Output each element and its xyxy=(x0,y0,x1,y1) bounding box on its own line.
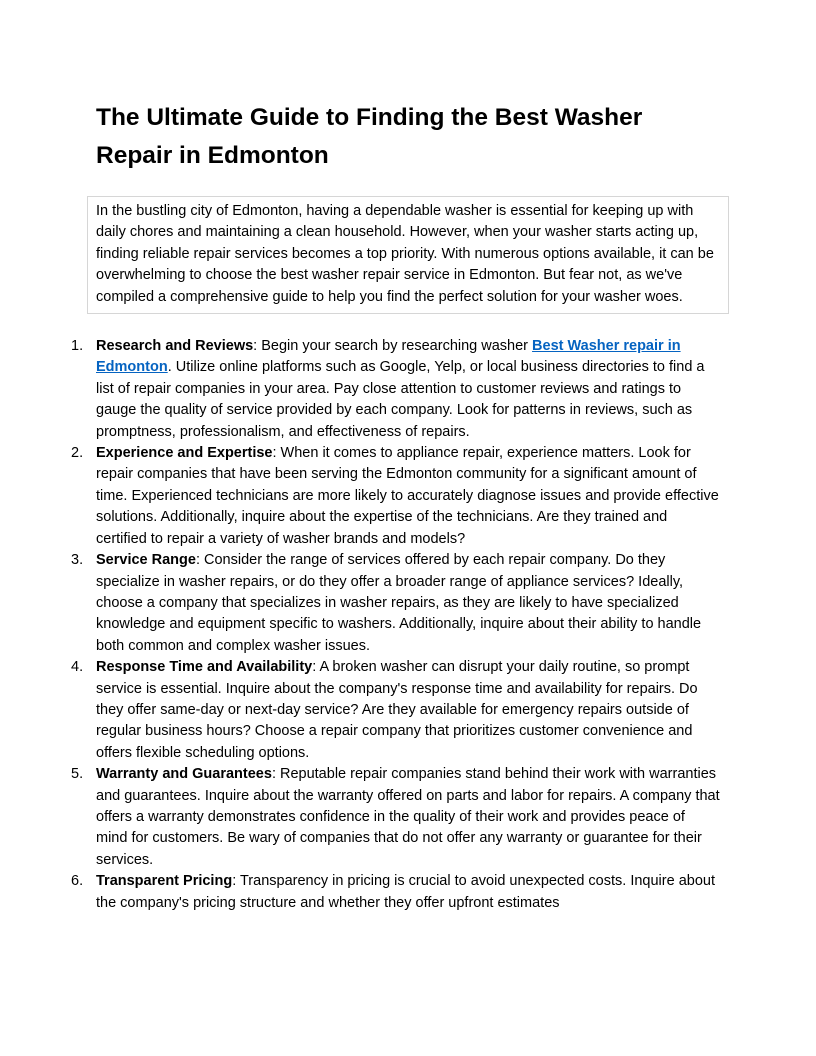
list-item-number: 3. xyxy=(71,552,84,569)
list-item xyxy=(71,550,720,657)
list-item-body: : When it comes to appliance repair, experience matters. Look for repair companies that have been serving the Edmonton community for a significant amount of time. Experienced technicians are more likely to accurately diagnose issues and provide effective solutions. Additionally, inquire about the expertise of the technicians. Are they trained and certified to repair a variety of washer brands and models? xyxy=(96,445,719,547)
list-item-number: 5. xyxy=(71,766,84,783)
guide-list xyxy=(71,336,720,914)
list-item-lead: Transparent Pricing xyxy=(96,873,233,890)
list-item-lead: Response Time and Availability xyxy=(96,659,313,676)
list-item-number: 2. xyxy=(71,445,84,462)
list-item-lead: Service Range xyxy=(96,552,196,569)
list-item-body: : Consider the range of services offered by each repair company. Do they specialize in washer repairs, or do they offer a broader range of appliance services? Ideally, choose a company that specializes in washer repairs, as they are likely to have specialized knowledge and equipment specific to washers. Additionally, inquire about their ability to handle both common and complex washer issues. xyxy=(96,552,702,654)
list-item-body: : A broken washer can disrupt your daily routine, so prompt service is essential. Inquire about the company's response time and availability for repairs. Do they offer same-day or next-day service? Are they available for emergency repairs outside of regular business hours? Choose a repair company that prioritizes customer convenience and offers flexible scheduling options. xyxy=(96,659,698,761)
list-item-number: 6. xyxy=(71,873,84,890)
intro-paragraph-box xyxy=(87,196,729,314)
list-item-lead: Warranty and Guarantees xyxy=(96,766,272,783)
list-item-body: : Begin your search by researching washer xyxy=(253,338,533,355)
list-item xyxy=(71,443,720,550)
list-item-text xyxy=(96,657,720,764)
list-item-text xyxy=(96,871,720,914)
list-item-text xyxy=(96,550,720,657)
link-best-washer-repair-in-edmonton[interactable]: Best Washer repair in Edmonton xyxy=(96,338,681,376)
list-item-lead: Experience and Expertise xyxy=(96,445,273,462)
list-item-text xyxy=(96,764,720,871)
intro-paragraph: In the bustling city of Edmonton, having a dependable washer is essential for keeping up with daily chores and maintaining a clean household. However, when your washer starts acting up, finding reliable repair services becomes a top priority. With numerous options available, it can be overwhelming to choose the best washer repair service in Edmonton. But fear not, as we've compiled a comprehensive guide to help you find the perfect solution for your washer woes. xyxy=(96,203,714,305)
page-title: The Ultimate Guide to Finding the Best Washer Repair in Edmonton xyxy=(96,104,643,169)
list-item-text xyxy=(96,336,720,443)
list-item-lead: Research and Reviews xyxy=(96,338,254,355)
list-item xyxy=(71,764,720,871)
list-item xyxy=(71,871,720,914)
list-item-number: 1. xyxy=(71,338,84,355)
list-item-body: . Utilize online platforms such as Google, Yelp, or local business directories to find a list of repair companies in your area. Pay close attention to customer reviews and ratings to gauge the quality of service provided by each company. Look for patterns in reviews, such as promptness, professionalism, and effectiveness of repairs. xyxy=(96,359,705,440)
list-item xyxy=(71,336,720,443)
list-item-body: : Reputable repair companies stand behind their work with warranties and guarantees. Inquire about the warranty offered on parts and labor for repairs. A company that offers a warranty demonstrates confidence in the quality of their work and provides peace of mind for customers. Be wary of companies that do not offer any warranty or guarantee for their services. xyxy=(96,766,720,868)
list-item-body: : Transparency in pricing is crucial to avoid unexpected costs. Inquire about the company's pricing structure and whether they offer upfront estimates xyxy=(96,873,715,911)
list-item xyxy=(71,657,720,764)
list-item-number: 4. xyxy=(71,659,84,676)
list-item-text xyxy=(96,443,720,550)
